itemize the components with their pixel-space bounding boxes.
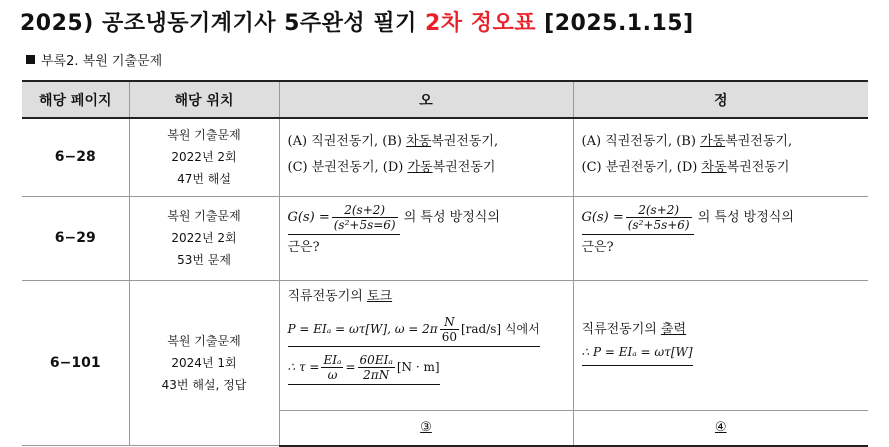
wrong-cell: [279, 280, 573, 410]
numerator: 60EIₐ: [359, 352, 393, 367]
text: (A) 직권전동기, (B): [581, 134, 701, 149]
right-answer: [573, 410, 868, 446]
loc-line: 43번 해설, 정답: [161, 377, 247, 392]
loc-line: 2022년 2회: [171, 150, 237, 165]
text: 직류전동기의: [287, 288, 367, 304]
fraction: [321, 353, 343, 382]
wrong-line: [288, 155, 565, 181]
formula: [582, 341, 861, 366]
text: [582, 319, 861, 341]
formula-tail: 의 특성 방정식의: [399, 209, 500, 225]
underlined-term: 출력: [660, 321, 687, 337]
loc-line: 복원 기출문제: [167, 209, 241, 223]
text: [288, 287, 565, 307]
numerator: EIₐ: [323, 352, 342, 367]
section-label: 부록2. 복원 기출문제: [41, 54, 163, 69]
formula: [288, 203, 565, 235]
answer-choice: ③: [420, 419, 432, 435]
header-right: 정: [573, 81, 868, 118]
loc-line: 2022년 2회: [171, 231, 237, 245]
underlined-term: 토크: [366, 288, 393, 304]
numerator: N: [440, 315, 459, 330]
text: 근은?: [287, 239, 320, 255]
loc-line: 47번 해설: [177, 172, 231, 187]
formula-part: [rad/s] 식에서: [460, 321, 540, 336]
text: 직류전동기의: [581, 321, 661, 337]
header-wrong: 오: [279, 81, 573, 118]
title-main: 2025) 공조냉동기계기사 5주완성 필기: [20, 11, 426, 36]
wrong-cell: [279, 196, 573, 280]
text: 복권전동기,: [431, 134, 499, 149]
formula: [582, 203, 861, 235]
header-location: 해당 위치: [129, 81, 279, 118]
fraction: [358, 353, 395, 382]
row-location: [129, 280, 279, 446]
wrong-line: [288, 129, 565, 155]
title-date: [2025.1.15]: [536, 11, 694, 36]
text: (C) 분권전동기, (D): [581, 160, 702, 175]
table-header-row: [22, 81, 868, 118]
text: 근은?: [581, 239, 614, 255]
underlined-term: 가동: [407, 160, 433, 175]
section-heading: [26, 50, 162, 69]
formula: [288, 315, 565, 347]
row-location: [129, 196, 279, 280]
wrong-cell: [279, 118, 573, 196]
text: (A) 직권전동기, (B): [287, 134, 407, 149]
right-cell: [573, 280, 868, 410]
denominator: ω: [327, 367, 338, 382]
header-page: 해당 페이지: [22, 81, 129, 118]
formula-lhs: G(s) =: [581, 209, 624, 225]
formula-tail: 의 특성 방정식의: [693, 209, 794, 225]
right-cell: [573, 196, 868, 280]
formula-part: [N · m]: [396, 359, 440, 374]
denominator: (s²+5s=6): [333, 217, 396, 232]
table-row: [22, 196, 868, 280]
formula-part: ∴ P = EIₐ = ωτ[W]: [582, 341, 693, 366]
row-page: 6−28: [22, 118, 129, 196]
fraction: [332, 203, 398, 232]
formula: [288, 353, 565, 385]
fraction: [440, 315, 459, 344]
right-line: [582, 129, 861, 155]
row-page: 6−101: [22, 280, 129, 446]
right-line: [582, 155, 861, 181]
numerator: 2(s+2): [626, 203, 692, 218]
table-row: [22, 118, 868, 196]
fraction: [626, 203, 692, 232]
formula-part: P = EIₐ = ωτ[W], ω = 2π: [287, 321, 438, 336]
denominator: 60: [441, 329, 457, 344]
underlined-term: 차동: [406, 134, 432, 149]
right-cell: [573, 118, 868, 196]
loc-line: 복원 기출문제: [167, 333, 241, 348]
text: 복권전동기: [432, 160, 496, 175]
wrong-answer: [279, 410, 573, 446]
loc-line: 53번 문제: [177, 253, 231, 267]
text: (C) 분권전동기, (D): [287, 160, 408, 175]
formula-part: =: [345, 359, 356, 374]
loc-line: 2024년 1회: [171, 355, 237, 370]
underlined-term: 차동: [701, 160, 727, 175]
errata-table: [22, 80, 868, 447]
denominator: (s²+5s+6): [627, 217, 690, 232]
square-bullet-icon: [26, 55, 35, 64]
row-page: 6−29: [22, 196, 129, 280]
underlined-term: 가동: [700, 134, 726, 149]
numerator: 2(s+2): [332, 203, 398, 218]
denominator: 2πN: [363, 367, 390, 382]
row-location: [129, 118, 279, 196]
formula-part: ∴ τ =: [287, 359, 320, 374]
page-title: [20, 6, 694, 37]
answer-choice: ④: [714, 419, 727, 435]
text: 복권전동기,: [725, 134, 793, 149]
formula-lhs: G(s) =: [287, 209, 330, 225]
loc-line: 복원 기출문제: [167, 128, 241, 143]
title-highlight: 2차 정오표: [425, 11, 536, 36]
table-row: [22, 280, 868, 410]
text: 복권전동기: [726, 160, 790, 175]
